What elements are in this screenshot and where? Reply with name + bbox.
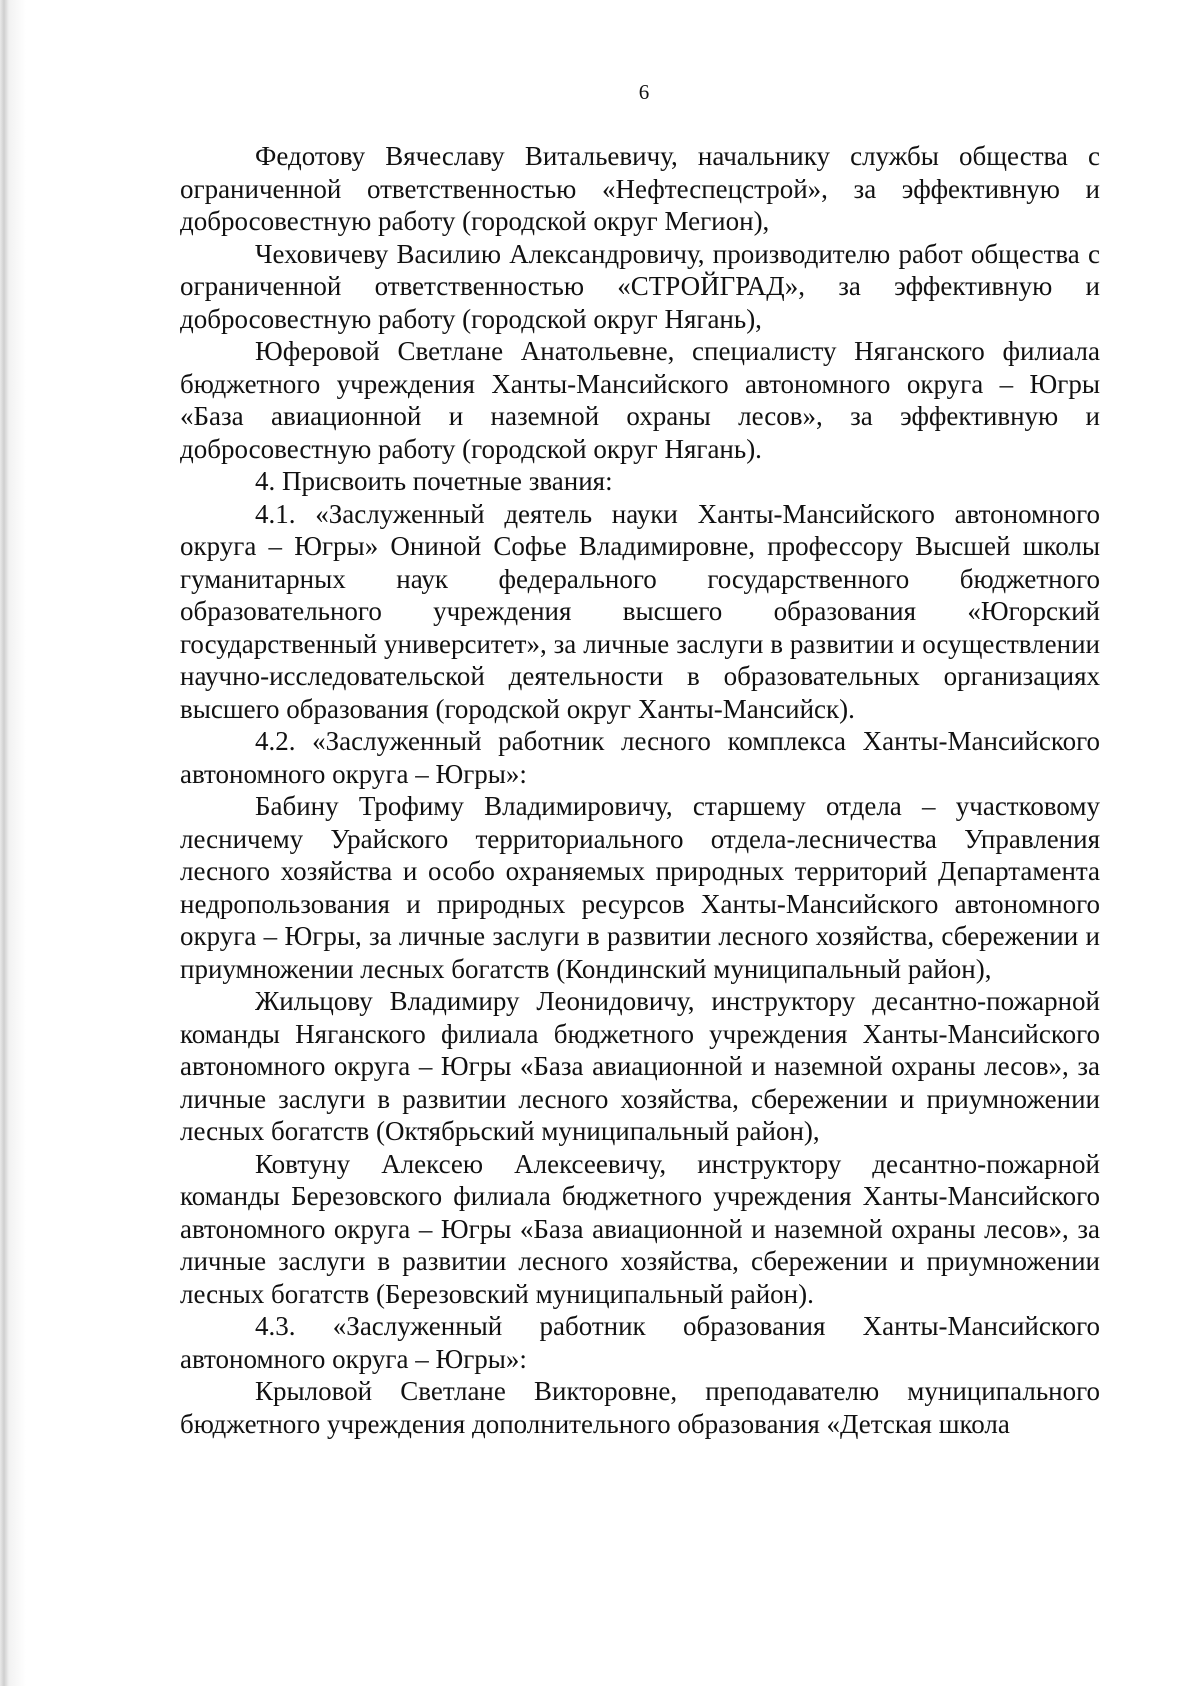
paragraph-item-4-3: 4.3. «Заслуженный работник образования Ханты-Мансийского автономного округа – Югры»: [180, 1311, 1100, 1374]
paragraph-babin: Бабину Трофиму Владимировичу, старшему отдела – участковому лесничему Урайского территориального отдела-лесничества Управления лесного хозяйства и особо охраняемых природных территорий Департамента недропользования и природных ресурсов Ханты-Мансийского автономного округа – Югры, за личные заслуги в развитии лесного хозяйства, сбережении и приумножении лесных богатств (Кондинский муниципальный район), [180, 791, 1100, 984]
paragraph-zhiltsov: Жильцову Владимиру Леонидовичу, инструктору десантно-пожарной команды Няганского филиала бюджетного учреждения Ханты-Мансийского автономного округа – Югры «База авиационной и наземной охраны лесов», за личные заслуги в развитии лесного хозяйства, сбережении и приумножении лесных богатств (Октябрьский муниципальный район), [180, 986, 1100, 1146]
paragraph-yuferova: Юферовой Светлане Анатольевне, специалисту Няганского филиала бюджетного учреждения Ханты-Мансийского автономного округа – Югры «База авиационной и наземной охраны лесов», за эффективную и добросовестную работу (городской округ Нягань). [180, 336, 1100, 464]
paragraph-item-4-1: 4.1. «Заслуженный деятель науки Ханты-Мансийского автономного округа – Югры» Ониной Софье Владимировне, профессору Высшей школы гуманитарных наук федерального государственного бюджетного образовательного учреждения высшего образования «Югорский государственный университет», за личные заслуги в развитии и осуществлении научно-исследовательской деятельности в образовательных организациях высшего образования (городской округ Ханты-Мансийск). [180, 498, 1100, 724]
paragraph-fedotov: Федотову Вячеславу Витальевичу, начальнику службы общества с ограниченной ответственностью «Нефтеспецстрой», за эффективную и добросовестную работу (городской округ Мегион), [180, 141, 1100, 236]
page-number: 6 [638, 80, 650, 104]
paragraph-chekhovichev: Чеховичеву Василию Александровичу, производителю работ общества с ограниченной ответственностью «СТРОЙГРАД», за эффективную и добросовестную работу (городской округ Нягань), [180, 238, 1100, 334]
paragraph-item-4: 4. Присвоить почетные звания: [255, 466, 613, 496]
document-body [180, 140, 1100, 1440]
paragraph-item-4-2: 4.2. «Заслуженный работник лесного комплекса Ханты-Мансийского автономного округа – Югры»: [180, 726, 1100, 789]
paragraph-kovtun: Ковтуну Алексею Алексеевичу, инструктору десантно-пожарной команды Березовского филиала бюджетного учреждения Ханты-Мансийского автономного округа – Югры «База авиационной и наземной охраны лесов», за личные заслуги в развитии лесного хозяйства, сбережении и приумножении лесных богатств (Березовский муниципальный район). [180, 1148, 1100, 1309]
paragraph-krylova: Крыловой Светлане Викторовне, преподавателю муниципального бюджетного учреждения дополнительного образования «Детская школа [180, 1376, 1100, 1439]
